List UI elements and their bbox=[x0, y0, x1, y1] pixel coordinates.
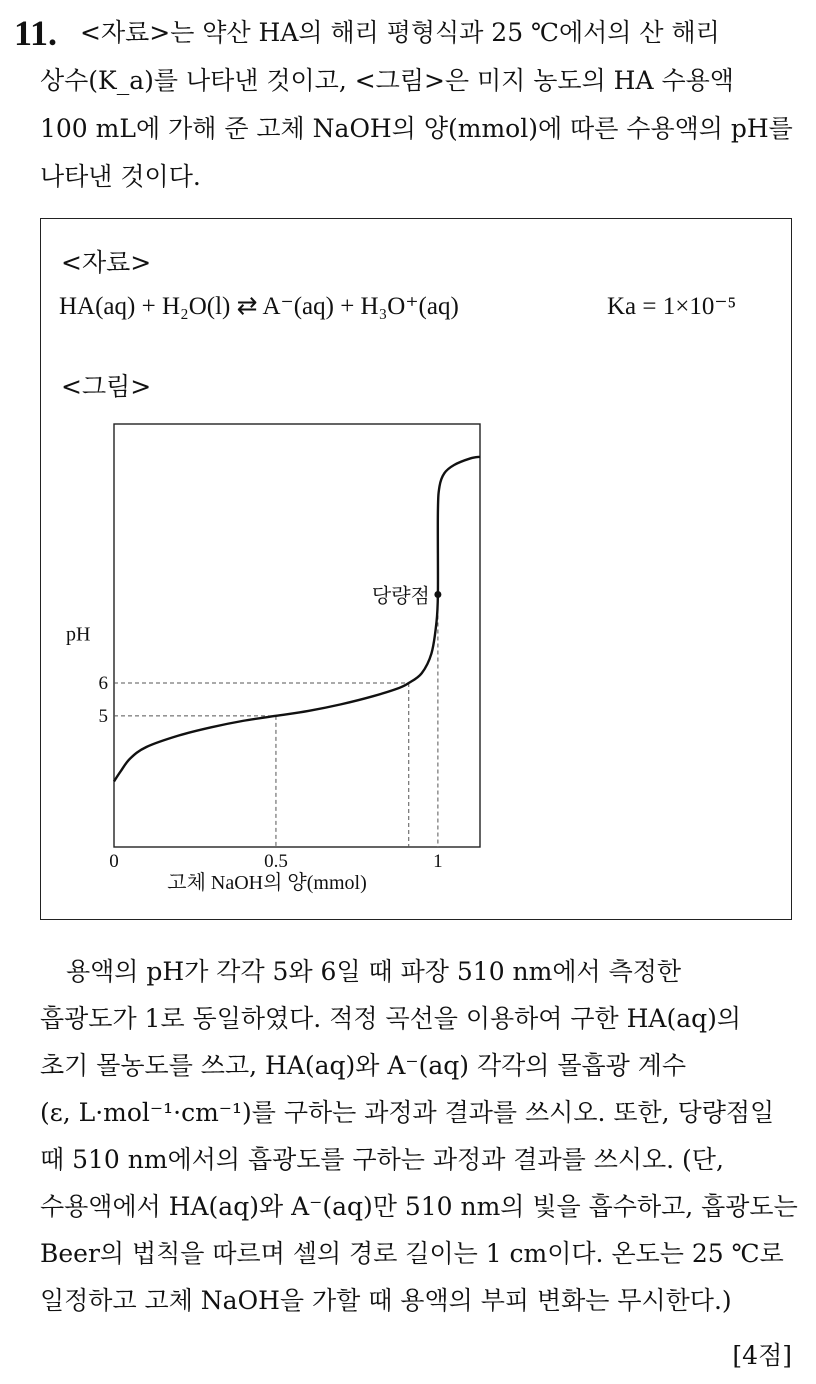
body-line-1: 용액의 pH가 각각 5와 6일 때 파장 510 nm에서 측정한 bbox=[66, 957, 682, 986]
intro-line-4: 나타낸 것이다. bbox=[40, 162, 201, 191]
body-line-7: Beer의 법칙을 따르며 셀의 경로 길이는 1 cm이다. 온도는 25 ℃로 bbox=[40, 1239, 784, 1268]
body-line-8: 일정하고 고체 NaOH을 가할 때 용액의 부피 변화는 무시한다.) bbox=[40, 1286, 732, 1315]
y-axis-label: pH bbox=[66, 623, 91, 646]
intro-line-2: 상수(K_a)를 나타낸 것이고, <그림>은 미지 농도의 HA 수용액 bbox=[40, 66, 734, 95]
body-line-6: 수용액에서 HA(aq)와 A⁻(aq)만 510 nm의 빛을 흡수하고, 흡광도는 bbox=[40, 1192, 798, 1221]
x-tick-label-1: 1 bbox=[433, 851, 443, 872]
titration-curve bbox=[114, 457, 480, 782]
y-tick-label-5: 5 bbox=[98, 705, 108, 727]
plot-frame bbox=[114, 424, 480, 847]
body-line-2: 흡광도가 1로 동일하였다. 적정 곡선을 이용하여 구한 HA(aq)의 bbox=[40, 1004, 742, 1033]
y-tick-label-6: 6 bbox=[98, 673, 108, 695]
data-box bbox=[40, 218, 792, 920]
equivalence-point-dot bbox=[434, 591, 441, 598]
equivalence-point-label: 당량점 bbox=[371, 585, 430, 608]
equilibrium-equation: HA(aq) + H₂O(l) ⇄ A⁻(aq) + H₃O⁺(aq) bbox=[59, 293, 459, 320]
x-tick-label-0: 0 bbox=[109, 851, 119, 872]
points-label: [4점] bbox=[732, 1341, 792, 1370]
body-line-4: (ε, L·mol⁻¹·cm⁻¹)를 구하는 과정과 결과를 쓰시오. 또한, 당량점일 bbox=[40, 1098, 775, 1127]
titration-chart bbox=[51, 419, 771, 899]
body-line-3: 초기 몰농도를 쓰고, HA(aq)와 A⁻(aq) 각각의 몰흡광 계수 bbox=[40, 1051, 687, 1080]
data-label: <자료> bbox=[61, 248, 152, 277]
figure-label: <그림> bbox=[61, 372, 152, 401]
intro-line-3: 100 mL에 가해 준 고체 NaOH의 양(mmol)에 따른 수용액의 pH를 bbox=[40, 114, 793, 143]
intro-line-1: <자료>는 약산 HA의 해리 평형식과 25 ℃에서의 산 해리 bbox=[80, 18, 720, 47]
x-tick-label-0.5: 0.5 bbox=[264, 851, 288, 872]
ka-value: Ka = 1×10⁻⁵ bbox=[607, 293, 737, 320]
x-axis-label: 고체 NaOH의 양(mmol) bbox=[167, 872, 367, 894]
body-line-5: 때 510 nm에서의 흡광도를 구하는 과정과 결과를 쓰시오. (단, bbox=[40, 1145, 724, 1174]
question-number: 11. bbox=[14, 13, 58, 53]
